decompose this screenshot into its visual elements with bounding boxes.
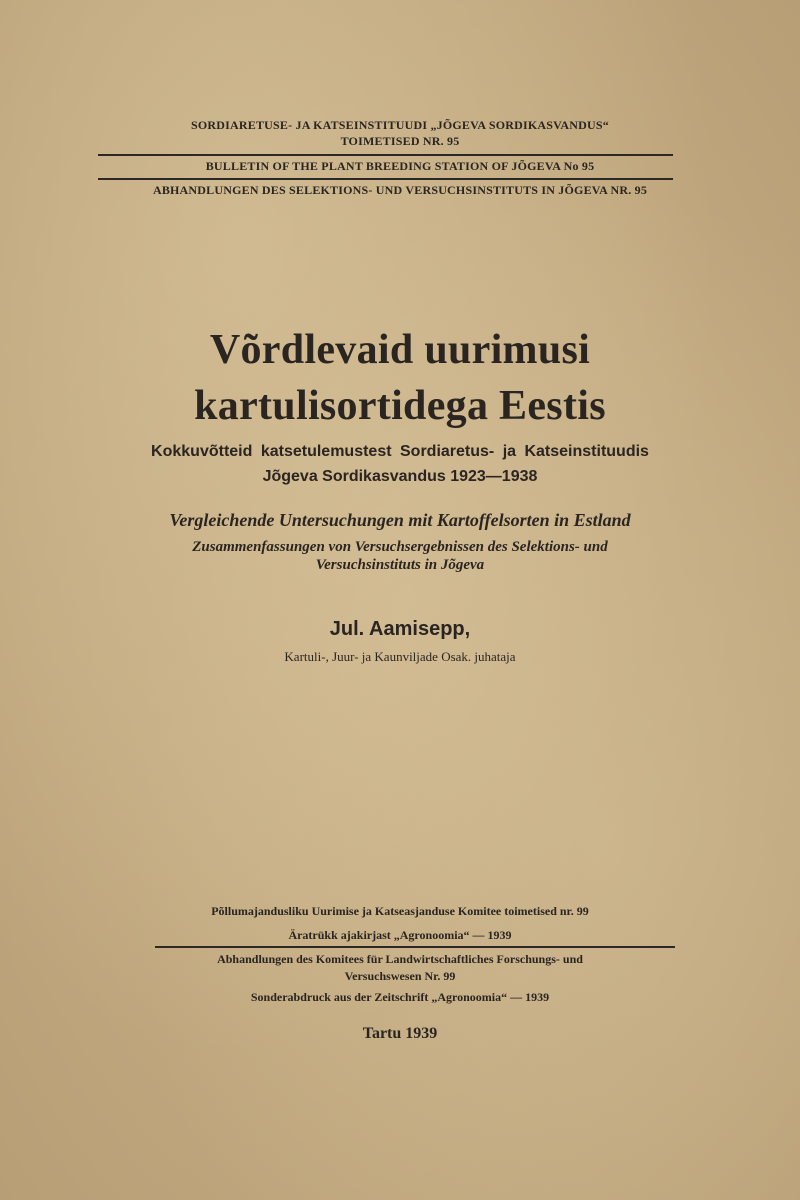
german-title: Vergleichende Untersuchungen mit Kartoffelsorten in Estland (169, 510, 631, 530)
german-subtitle-line-1: Zusammenfassungen von Versuchsergebnissen des Selektions- und (192, 539, 608, 555)
footer-german-line-1: Abhandlungen des Komitees für Landwirtschaftliches Forschungs- und (217, 952, 583, 966)
subtitle-line-2: Jõgeva Sordikasvandus 1923—1938 (262, 468, 538, 485)
divider-rule (98, 154, 673, 156)
footer-reprint-line: Äratrükk ajakirjast „Agronoomia“ — 1939 (288, 928, 512, 942)
main-title-line-2: kartulisortidega Eestis (194, 383, 606, 429)
divider-rule (155, 946, 675, 948)
footer-committee-line: Põllumajandusliku Uurimise ja Katseasjanduse Komitee toimetised nr. 99 (211, 904, 589, 918)
author-role: Kartuli-, Juur- ja Kaunviljade Osak. juhataja (284, 649, 516, 664)
footer-german-reprint-line: Sonderabdruck aus der Zeitschrift „Agronoomia“ — 1939 (250, 990, 550, 1004)
divider-rule (98, 178, 673, 180)
footer-german-line-2: Versuchswesen Nr. 99 (344, 969, 456, 983)
series-title-german: ABHANDLUNGEN DES SELEKTIONS- UND VERSUCHSINSTITUTS IN JÕGEVA NR. 95 (152, 183, 648, 197)
series-title-english: BULLETIN OF THE PLANT BREEDING STATION OF JÕGEVA No 95 (205, 159, 595, 173)
series-number-estonian: TOIMETISED NR. 95 (340, 134, 460, 148)
subtitle-line-1: Kokkuvõtteid katsetulemustest Sordiaretus- ja Katseinstituudis (151, 443, 649, 460)
place-and-year: Tartu 1939 (362, 1025, 438, 1042)
main-title-line-1: Võrdlevaid uurimusi (209, 327, 591, 373)
series-title-estonian: SORDIARETUSE- JA KATSEINSTITUUDI „JÕGEVA SORDIKASVANDUS“ (191, 118, 609, 132)
german-subtitle-line-2: Versuchsinstituts in Jõgeva (315, 557, 485, 573)
author-name: Jul. Aamisepp, (329, 618, 471, 640)
